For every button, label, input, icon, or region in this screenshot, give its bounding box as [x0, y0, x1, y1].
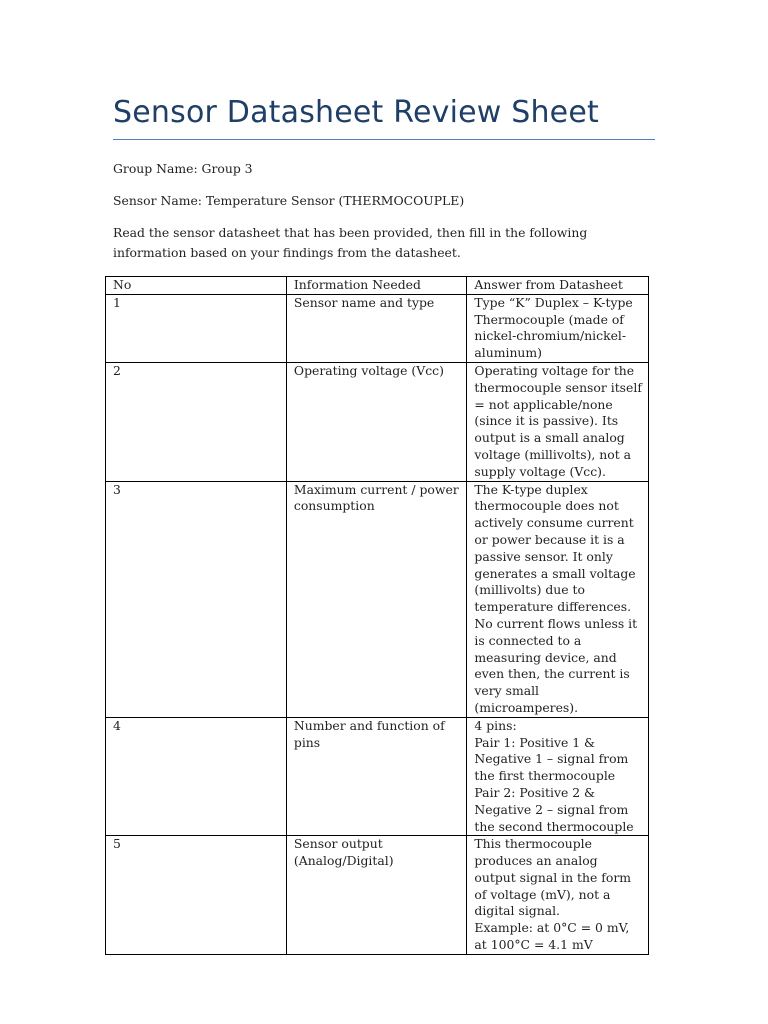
table-header-row	[106, 277, 649, 295]
row-number: 1	[106, 294, 287, 362]
answer-line: Pair 2: Positive 2 & Negative 2 – signal from the second thermocouple	[474, 784, 634, 834]
answer-line: This thermocouple produces an analog output signal in the form of voltage (mV), not a digital signal.	[474, 836, 632, 919]
answer-line: Pair 1: Positive 1 & Negative 1 – signal from the first thermocouple	[474, 734, 629, 784]
row-number: 3	[106, 481, 287, 717]
row-number: 5	[106, 836, 287, 955]
row-information: Operating voltage (Vcc)	[286, 362, 467, 481]
header-information-needed: Information Needed	[286, 277, 467, 295]
row-answer	[467, 294, 649, 362]
row-answer	[467, 717, 649, 836]
group-name-line: Group Name: Group 3	[113, 161, 253, 176]
answer-line: Operating voltage for the thermocouple sensor itself = not applicable/none (since it is passive). Its output is a small analog voltage (millivolts), not a supply voltage (Vcc).	[474, 362, 642, 479]
row-number: 4	[106, 717, 287, 836]
row-number: 2	[106, 362, 287, 481]
table-row	[106, 717, 649, 836]
page-title: Sensor Datasheet Review Sheet	[113, 95, 599, 130]
title-underline	[113, 139, 655, 140]
row-information: Sensor name and type	[286, 294, 467, 362]
instructions-paragraph: Read the sensor datasheet that has been provided, then fill in the following information based on your findings from the datasheet.	[113, 225, 588, 260]
row-answer	[467, 836, 649, 955]
row-information: Number and function of pins	[286, 717, 467, 836]
answer-line: Example: at 0°C = 0 mV, at 100°C = 4.1 mV	[474, 920, 630, 953]
review-table	[105, 276, 649, 955]
table-row	[106, 362, 649, 481]
row-answer	[467, 481, 649, 717]
table-row	[106, 836, 649, 955]
table-row	[106, 294, 649, 362]
row-information: Sensor output (Analog/Digital)	[286, 836, 467, 955]
row-information: Maximum current / power consumption	[286, 481, 467, 717]
header-answer: Answer from Datasheet	[467, 277, 649, 295]
answer-line: Type “K” Duplex – K-type Thermocouple (made of nickel-chromium/nickel-aluminum)	[474, 294, 633, 361]
header-no: No	[106, 277, 287, 295]
answer-line: The K-type duplex thermocouple does not actively consume current or power because it is a passive sensor. It only generates a small voltage (millivolts) due to temperature differences. No current flows unless it is connected to a measuring device, and even then, the current is very small (microamperes).	[474, 481, 638, 715]
row-answer	[467, 362, 649, 481]
table-row	[106, 481, 649, 717]
answer-line: 4 pins:	[474, 717, 517, 733]
sensor-name-line: Sensor Name: Temperature Sensor (THERMOCOUPLE)	[113, 193, 465, 208]
